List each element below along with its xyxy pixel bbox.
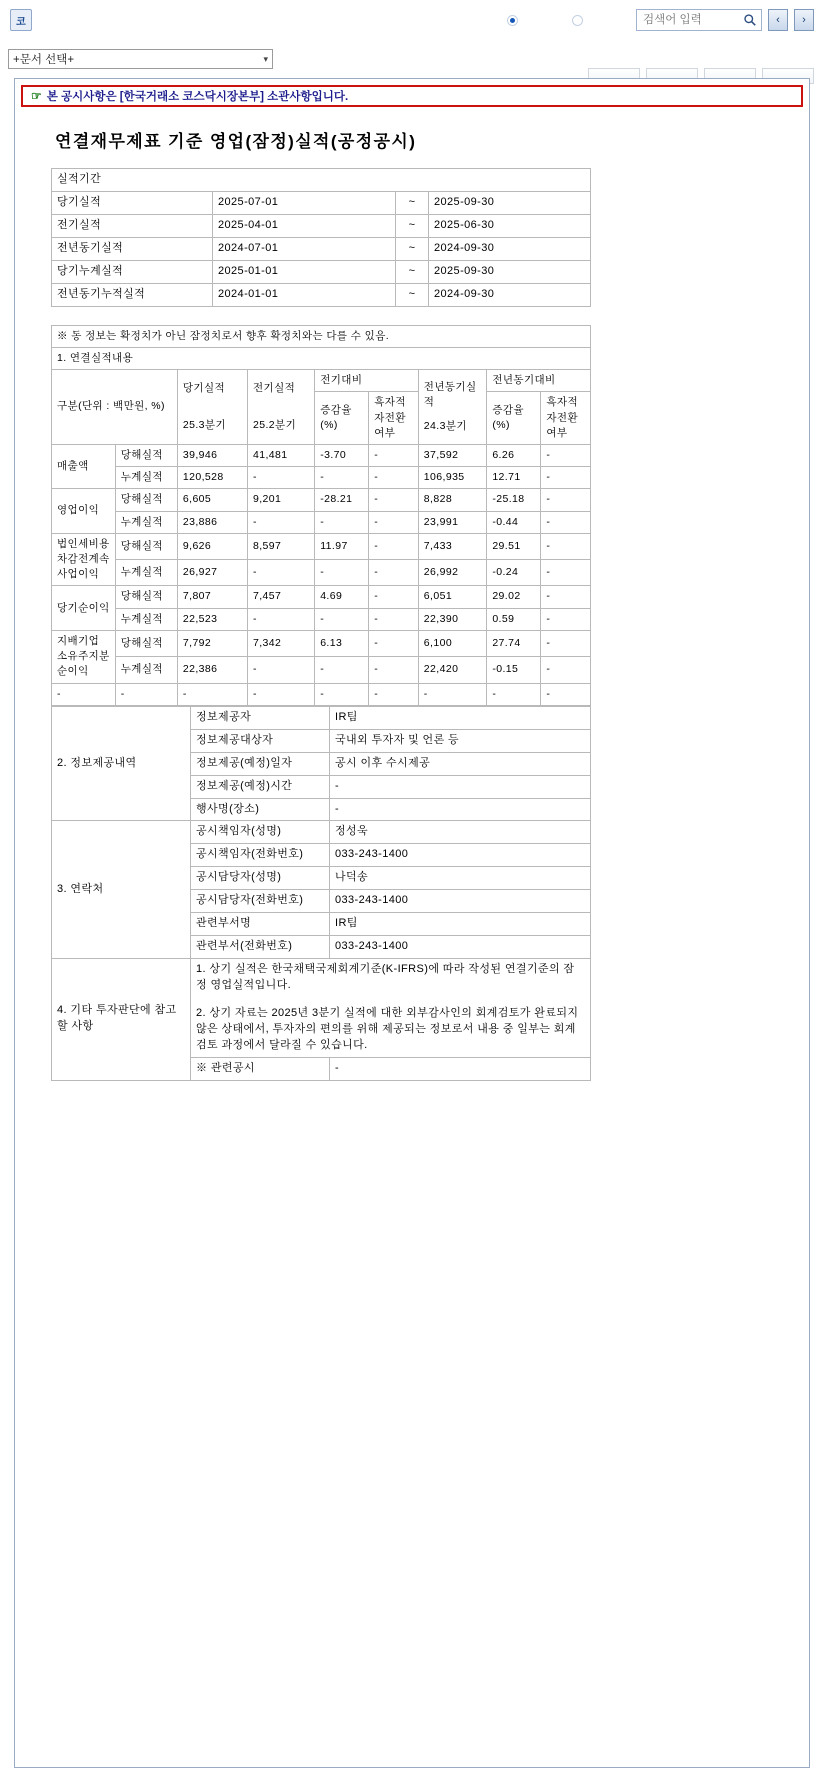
- section2-value: 공시 이후 수시제공: [330, 752, 591, 775]
- table-row: [52, 608, 591, 630]
- section4-memo-1: 1. 상기 실적은 한국채택국제회계기준(K-IFRS)에 따라 작성된 연결기준의 잠정 영업실적입니다.: [196, 963, 575, 992]
- radio-current-toc-dot[interactable]: [507, 15, 518, 26]
- section3-key: 공시책임자(전화번호): [191, 844, 330, 867]
- company-name: 바디텍메드: [40, 12, 114, 30]
- cell-lastyear: 6,100: [418, 630, 487, 656]
- period-label: 전년동기실적: [52, 237, 213, 260]
- row-group: 영업이익: [52, 489, 116, 533]
- cell-rate2: 29.02: [487, 586, 541, 608]
- row-type: 당해실적: [115, 533, 177, 559]
- cell-rate2: 27.74: [487, 630, 541, 656]
- notice-text-after: ] 소관사항입니다.: [260, 91, 349, 103]
- row-type: 당해실적: [115, 444, 177, 466]
- period-label: 전기실적: [52, 214, 213, 237]
- table-row: [52, 560, 591, 586]
- cell-current: 7,807: [177, 586, 247, 608]
- cell-prev: 7,342: [247, 630, 314, 656]
- col-prev-sub: 25.2분기: [252, 419, 297, 431]
- col-vs-lastyear: 전년동기대비: [487, 370, 591, 392]
- cell-lastyear: 8,828: [418, 489, 487, 511]
- period-to: 2024-09-30: [429, 237, 591, 260]
- info-sections-table: [51, 706, 591, 1081]
- row-type: 누계실적: [115, 511, 177, 533]
- radio-all-docs[interactable]: [572, 12, 630, 28]
- cell-rate2: -25.18: [487, 489, 541, 511]
- table-row: [52, 214, 591, 237]
- col-rate: 증감율(%): [315, 392, 369, 445]
- cell-prev: 7,457: [247, 586, 314, 608]
- app-header: [0, 0, 824, 40]
- period-from: 2025-04-01: [213, 214, 396, 237]
- section2-key: 정보제공자: [191, 706, 330, 729]
- cell-rate: -28.21: [315, 489, 369, 511]
- cell-lastyear: -: [418, 683, 487, 705]
- related-disclosure-value: -: [330, 1057, 591, 1080]
- radio-current-toc[interactable]: [507, 12, 565, 28]
- section2-key: 정보제공대상자: [191, 729, 330, 752]
- notice-highlight: 한국거래소 코스닥시장본부: [123, 91, 261, 103]
- cell-lastyear: 7,433: [418, 533, 487, 559]
- cell-current: 22,523: [177, 608, 247, 630]
- cell-prev: 41,481: [247, 444, 314, 466]
- section3-value: 033-243-1400: [330, 844, 591, 867]
- col-prev: [247, 370, 314, 445]
- search-icon[interactable]: [743, 13, 757, 27]
- search-input[interactable]: [641, 13, 743, 27]
- cell-rate: 6.13: [315, 630, 369, 656]
- period-label: 당기실적: [52, 191, 213, 214]
- row-group: 법인세비용차감전계속사업이익: [52, 533, 116, 586]
- row-group: -: [52, 683, 116, 705]
- cell-current: 23,886: [177, 511, 247, 533]
- cell-current: 9,626: [177, 533, 247, 559]
- table-row: [52, 511, 591, 533]
- section2-value: 국내외 투자자 및 언론 등: [330, 729, 591, 752]
- cell-surplus: -: [369, 560, 419, 586]
- table-row: [52, 237, 591, 260]
- row-type: 누계실적: [115, 608, 177, 630]
- cell-rate2: -0.15: [487, 657, 541, 683]
- col-lastyear-label: 전년동기실적: [423, 381, 477, 409]
- company-logo-icon: 코: [10, 9, 32, 31]
- period-to: 2025-09-30: [429, 191, 591, 214]
- cell-surplus2: -: [541, 560, 591, 586]
- cell-rate: -: [315, 560, 369, 586]
- table-row: [52, 533, 591, 559]
- period-to: 2024-09-30: [429, 283, 591, 306]
- row-type: 누계실적: [115, 467, 177, 489]
- cell-current: 7,792: [177, 630, 247, 656]
- section2-title: 2. 정보제공내역: [52, 706, 191, 821]
- radio-all-docs-dot[interactable]: [572, 15, 583, 26]
- table-row: [52, 821, 591, 844]
- cell-rate: -: [315, 511, 369, 533]
- cell-rate: -: [315, 683, 369, 705]
- table-row: [52, 706, 591, 729]
- cell-surplus2: -: [541, 467, 591, 489]
- table-row: [52, 325, 591, 347]
- section3-key: 공시책임자(성명): [191, 821, 330, 844]
- table-row: [52, 283, 591, 306]
- cell-current: -: [177, 683, 247, 705]
- col-prev-label: 전기실적: [252, 381, 296, 394]
- cell-surplus2: -: [541, 608, 591, 630]
- section2-value: -: [330, 775, 591, 798]
- cell-current: 22,386: [177, 657, 247, 683]
- section3-key: 관련부서(전화번호): [191, 936, 330, 959]
- table-row: [52, 683, 591, 705]
- cell-lastyear: 6,051: [418, 586, 487, 608]
- next-button[interactable]: ›: [794, 9, 814, 31]
- cell-prev: -: [247, 511, 314, 533]
- cell-prev: 9,201: [247, 489, 314, 511]
- row-type: 당해실적: [115, 489, 177, 511]
- section2-key: 정보제공(예정)일자: [191, 752, 330, 775]
- section2-key: 정보제공(예정)시간: [191, 775, 330, 798]
- cell-lastyear: 37,592: [418, 444, 487, 466]
- cell-surplus: -: [369, 467, 419, 489]
- cell-rate: -: [315, 608, 369, 630]
- section3-value: 033-243-1400: [330, 936, 591, 959]
- period-from: 2024-01-01: [213, 283, 396, 306]
- col-surplus: 흑자적자전환여부: [369, 392, 419, 445]
- col-current: [177, 370, 247, 445]
- section3-key: 공시담당자(성명): [191, 867, 330, 890]
- section3-key: 공시담당자(전화번호): [191, 890, 330, 913]
- period-tilde: ~: [396, 191, 429, 214]
- section3-value: 033-243-1400: [330, 890, 591, 913]
- cell-prev: -: [247, 657, 314, 683]
- table-row: [52, 630, 591, 656]
- cell-surplus2: -: [541, 533, 591, 559]
- cell-surplus2: -: [541, 683, 591, 705]
- cell-rate2: 6.26: [487, 444, 541, 466]
- cell-rate2: -: [487, 683, 541, 705]
- section3-value: 정성욱: [330, 821, 591, 844]
- cell-rate2: 0.59: [487, 608, 541, 630]
- document-select[interactable]: [8, 49, 273, 69]
- period-from: 2025-07-01: [213, 191, 396, 214]
- cell-rate: 4.69: [315, 586, 369, 608]
- header-controls: [507, 9, 814, 31]
- cell-current: 6,605: [177, 489, 247, 511]
- cell-surplus2: -: [541, 511, 591, 533]
- period-to: 2025-09-30: [429, 260, 591, 283]
- cell-surplus: -: [369, 444, 419, 466]
- page-title: 연결재무제표 기준 영업(잠정)실적(공정공시): [55, 132, 417, 151]
- cell-surplus2: -: [541, 657, 591, 683]
- cell-rate: -3.70: [315, 444, 369, 466]
- cell-surplus2: -: [541, 489, 591, 511]
- notice-text-before: 본 공시사항은 [: [46, 91, 124, 103]
- cell-rate: 11.97: [315, 533, 369, 559]
- col-current-sub: 25.3분기: [182, 419, 227, 431]
- cell-current: 39,946: [177, 444, 247, 466]
- search-box[interactable]: [636, 9, 762, 31]
- cell-prev: -: [247, 560, 314, 586]
- document-viewer: [14, 78, 810, 1768]
- col-gubun: 구분(단위 : 백만원, %): [52, 370, 178, 445]
- cell-surplus: -: [369, 489, 419, 511]
- table-row: [52, 657, 591, 683]
- col-lastyear: [418, 370, 487, 445]
- row-type: 당해실적: [115, 586, 177, 608]
- cell-prev: -: [247, 683, 314, 705]
- cell-surplus: -: [369, 608, 419, 630]
- period-to: 2025-06-30: [429, 214, 591, 237]
- row-group: 지배기업 소유주지분 순이익: [52, 630, 116, 683]
- section4-memo-2: 2. 상기 자료는 2025년 3분기 실적에 대한 외부감사인의 회계검토가 완료되지 않은 상태에서, 투자자의 편의를 위해 제공되는 정보로서 내용 중 일부는 회계검토 과정에서 달라질 수 있습니다.: [196, 1006, 579, 1051]
- period-label: 당기누계실적: [52, 260, 213, 283]
- chevron-down-icon[interactable]: ▾: [263, 53, 268, 64]
- cell-prev: -: [247, 467, 314, 489]
- cell-surplus2: -: [541, 630, 591, 656]
- document-select-value: +문서 선택+: [13, 54, 75, 66]
- table-row: [52, 467, 591, 489]
- cell-surplus: -: [369, 683, 419, 705]
- row-type: 누계실적: [115, 657, 177, 683]
- disclaimer-text: ※ 동 정보는 확정치가 아닌 잠정치로서 향후 확정치와는 다를 수 있음.: [52, 325, 591, 347]
- cell-surplus: -: [369, 511, 419, 533]
- prev-button[interactable]: ‹: [768, 9, 788, 31]
- section3-title: 3. 연락처: [52, 821, 191, 959]
- row-type: 누계실적: [115, 560, 177, 586]
- row-type: 당해실적: [115, 630, 177, 656]
- cell-rate: -: [315, 657, 369, 683]
- row-type: -: [115, 683, 177, 705]
- table-header-row: [52, 370, 591, 392]
- section4-memo: [191, 959, 591, 1058]
- cell-surplus: -: [369, 586, 419, 608]
- cell-lastyear: 22,390: [418, 608, 487, 630]
- section2-value: IR팀: [330, 706, 591, 729]
- table-row: [52, 260, 591, 283]
- period-tilde: ~: [396, 283, 429, 306]
- table-row: [52, 169, 591, 192]
- period-table: [51, 168, 591, 307]
- cell-surplus: -: [369, 533, 419, 559]
- cell-lastyear: 26,992: [418, 560, 487, 586]
- notice-banner: [21, 85, 803, 107]
- section3-value: IR팀: [330, 913, 591, 936]
- cell-surplus: -: [369, 657, 419, 683]
- document-body: [15, 107, 809, 1101]
- col-surplus2: 흑자적자전환여부: [541, 392, 591, 445]
- table-row: [52, 191, 591, 214]
- cell-rate: -: [315, 467, 369, 489]
- cell-rate2: 29.51: [487, 533, 541, 559]
- table-row: [52, 586, 591, 608]
- period-tilde: ~: [396, 214, 429, 237]
- col-current-label: 당기실적: [182, 381, 226, 394]
- section1-title: 1. 연결실적내용: [52, 347, 591, 369]
- cell-surplus2: -: [541, 586, 591, 608]
- table-row: [52, 347, 591, 369]
- cell-lastyear: 22,420: [418, 657, 487, 683]
- table-row: [52, 489, 591, 511]
- cell-rate2: 12.71: [487, 467, 541, 489]
- cell-current: 26,927: [177, 560, 247, 586]
- radio-current-toc-label: 현재목차: [521, 15, 566, 27]
- cell-rate2: -0.24: [487, 560, 541, 586]
- section4-title: 4. 기타 투자판단에 참고할 사항: [52, 959, 191, 1081]
- cell-prev: -: [247, 608, 314, 630]
- related-disclosure-key: ※ 관련공시: [191, 1057, 330, 1080]
- cell-prev: 8,597: [247, 533, 314, 559]
- radio-all-docs-label: 전체문서: [585, 15, 630, 27]
- period-tilde: ~: [396, 237, 429, 260]
- cell-lastyear: 106,935: [418, 467, 487, 489]
- cell-current: 120,528: [177, 467, 247, 489]
- row-group: 매출액: [52, 444, 116, 488]
- pointing-hand-icon: ☞: [31, 89, 42, 103]
- period-tilde: ~: [396, 260, 429, 283]
- section3-value: 나덕송: [330, 867, 591, 890]
- period-from: 2024-07-01: [213, 237, 396, 260]
- section2-key: 행사명(장소): [191, 798, 330, 821]
- col-lastyear-sub: 24.3분기: [423, 419, 467, 432]
- period-from: 2025-01-01: [213, 260, 396, 283]
- results-table: [51, 325, 591, 706]
- section2-value: -: [330, 798, 591, 821]
- row-group: 당기순이익: [52, 586, 116, 630]
- cell-lastyear: 23,991: [418, 511, 487, 533]
- cell-rate2: -0.44: [487, 511, 541, 533]
- section3-key: 관련부서명: [191, 913, 330, 936]
- table-row: [52, 959, 591, 1058]
- col-rate2: 증감율(%): [487, 392, 541, 445]
- table-row: [52, 444, 591, 466]
- cell-surplus: -: [369, 630, 419, 656]
- period-label: 전년동기누적실적: [52, 283, 213, 306]
- period-caption: 실적기간: [52, 169, 591, 192]
- col-vs-prev: 전기대비: [315, 370, 419, 392]
- cell-surplus2: -: [541, 444, 591, 466]
